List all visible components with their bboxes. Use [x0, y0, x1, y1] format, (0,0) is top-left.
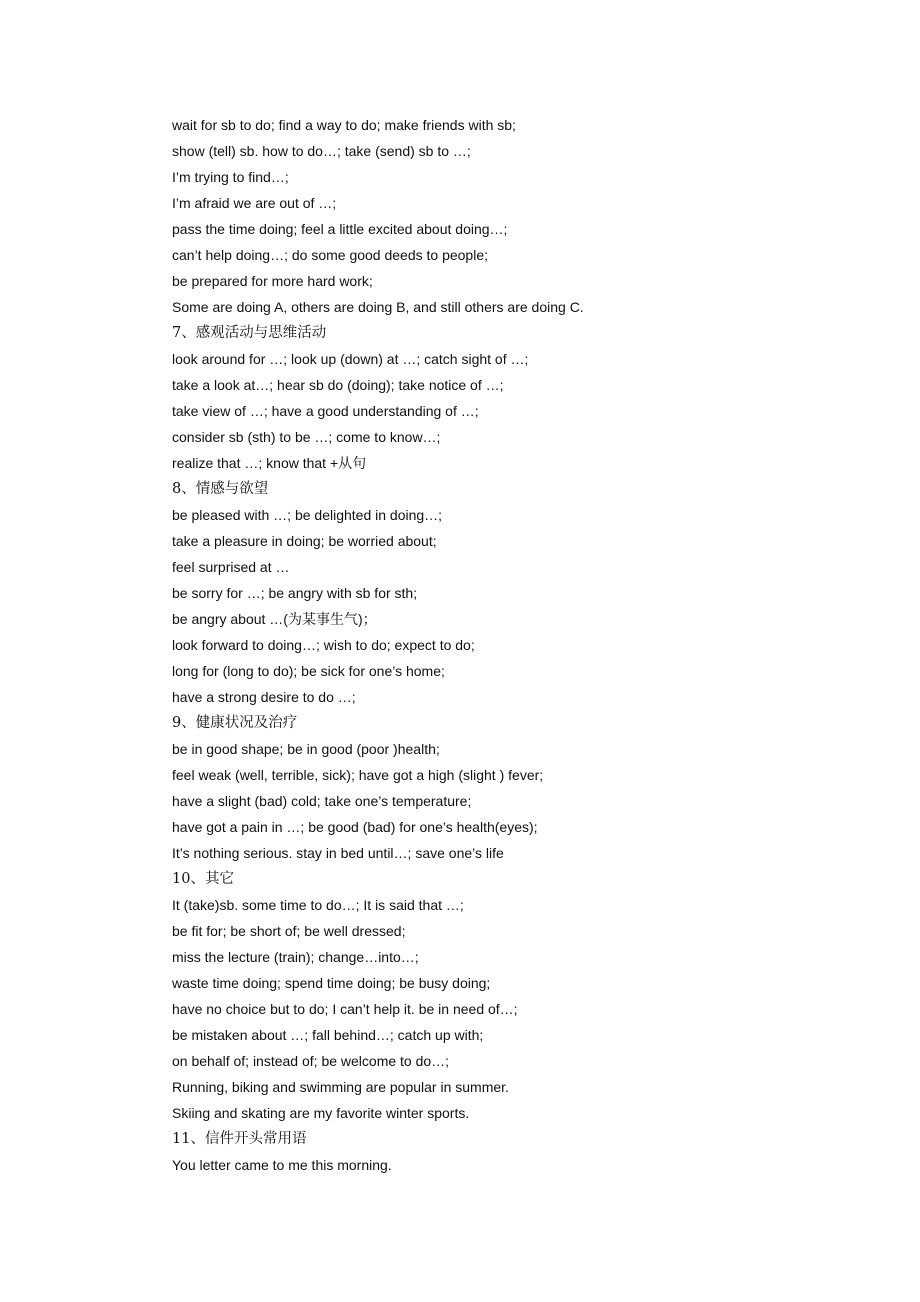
text-line: have no choice but to do; I can’t help it. be in need of…;: [172, 1001, 518, 1017]
document-body: [172, 112, 872, 1178]
text-line: be fit for; be short of; be well dressed;: [172, 923, 406, 939]
text-line: look around for …; look up (down) at …; catch sight of …;: [172, 351, 529, 367]
text-line: Running, biking and swimming are popular in summer.: [172, 1079, 509, 1095]
text-line: consider sb (sth) to be …; come to know…;: [172, 429, 441, 445]
text-line: be pleased with …; be delighted in doing…;: [172, 507, 443, 523]
text-line: look forward to doing…; wish to do; expect to do;: [172, 637, 475, 653]
text-line: can’t help doing…; do some good deeds to people;: [172, 247, 489, 263]
text-line: You letter came to me this morning.: [172, 1157, 392, 1173]
text-line: miss the lecture (train); change…into…;: [172, 949, 419, 965]
text-line: It’s nothing serious. stay in bed until…; save one’s life: [172, 845, 504, 861]
text-line: I’m trying to find…;: [172, 169, 289, 185]
text-line: on behalf of; instead of; be welcome to do…;: [172, 1053, 450, 1069]
text-line: take a look at…; hear sb do (doing); take notice of …;: [172, 377, 504, 393]
text-line: long for (long to do); be sick for one’s home;: [172, 663, 445, 679]
text-line: be mistaken about …; fall behind…; catch up with;: [172, 1027, 484, 1043]
text-line: have a strong desire to do …;: [172, 689, 356, 705]
text-line: It (take)sb. some time to do…; It is said that …;: [172, 897, 464, 913]
text-line: be angry about …(为某事生气)；: [172, 611, 377, 627]
text-line: realize that …; know that +从句: [172, 455, 367, 471]
text-line: be sorry for …; be angry with sb for sth;: [172, 585, 418, 601]
section-heading: 11、信件开头常用语: [172, 1131, 307, 1147]
text-line: have a slight (bad) cold; take one’s temperature;: [172, 793, 472, 809]
text-line: feel weak (well, terrible, sick); have got a high (slight ) fever;: [172, 767, 544, 783]
text-line: take view of …; have a good understanding of …;: [172, 403, 479, 419]
text-line: wait for sb to do; find a way to do; make friends with sb;: [172, 117, 516, 133]
text-line: Skiing and skating are my favorite winter sports.: [172, 1105, 470, 1121]
text-line: Some are doing A, others are doing B, and still others are doing C.: [172, 299, 584, 315]
section-heading: 9、健康状况及治疗: [172, 715, 298, 731]
text-line: be prepared for more hard work;: [172, 273, 373, 289]
text-line: I’m afraid we are out of …;: [172, 195, 337, 211]
text-line: take a pleasure in doing; be worried about;: [172, 533, 437, 549]
text-line: feel surprised at …: [172, 559, 290, 575]
text-line: be in good shape; be in good (poor )health;: [172, 741, 440, 757]
section-heading: 8、情感与欲望: [172, 481, 269, 497]
section-heading: 7、感观活动与思维活动: [172, 325, 327, 341]
text-line: show (tell) sb. how to do…; take (send) sb to …;: [172, 143, 471, 159]
section-heading: 10、其它: [172, 871, 234, 887]
text-line: waste time doing; spend time doing; be busy doing;: [172, 975, 491, 991]
text-line: pass the time doing; feel a little excited about doing…;: [172, 221, 508, 237]
text-line: have got a pain in …; be good (bad) for one’s health(eyes);: [172, 819, 538, 835]
